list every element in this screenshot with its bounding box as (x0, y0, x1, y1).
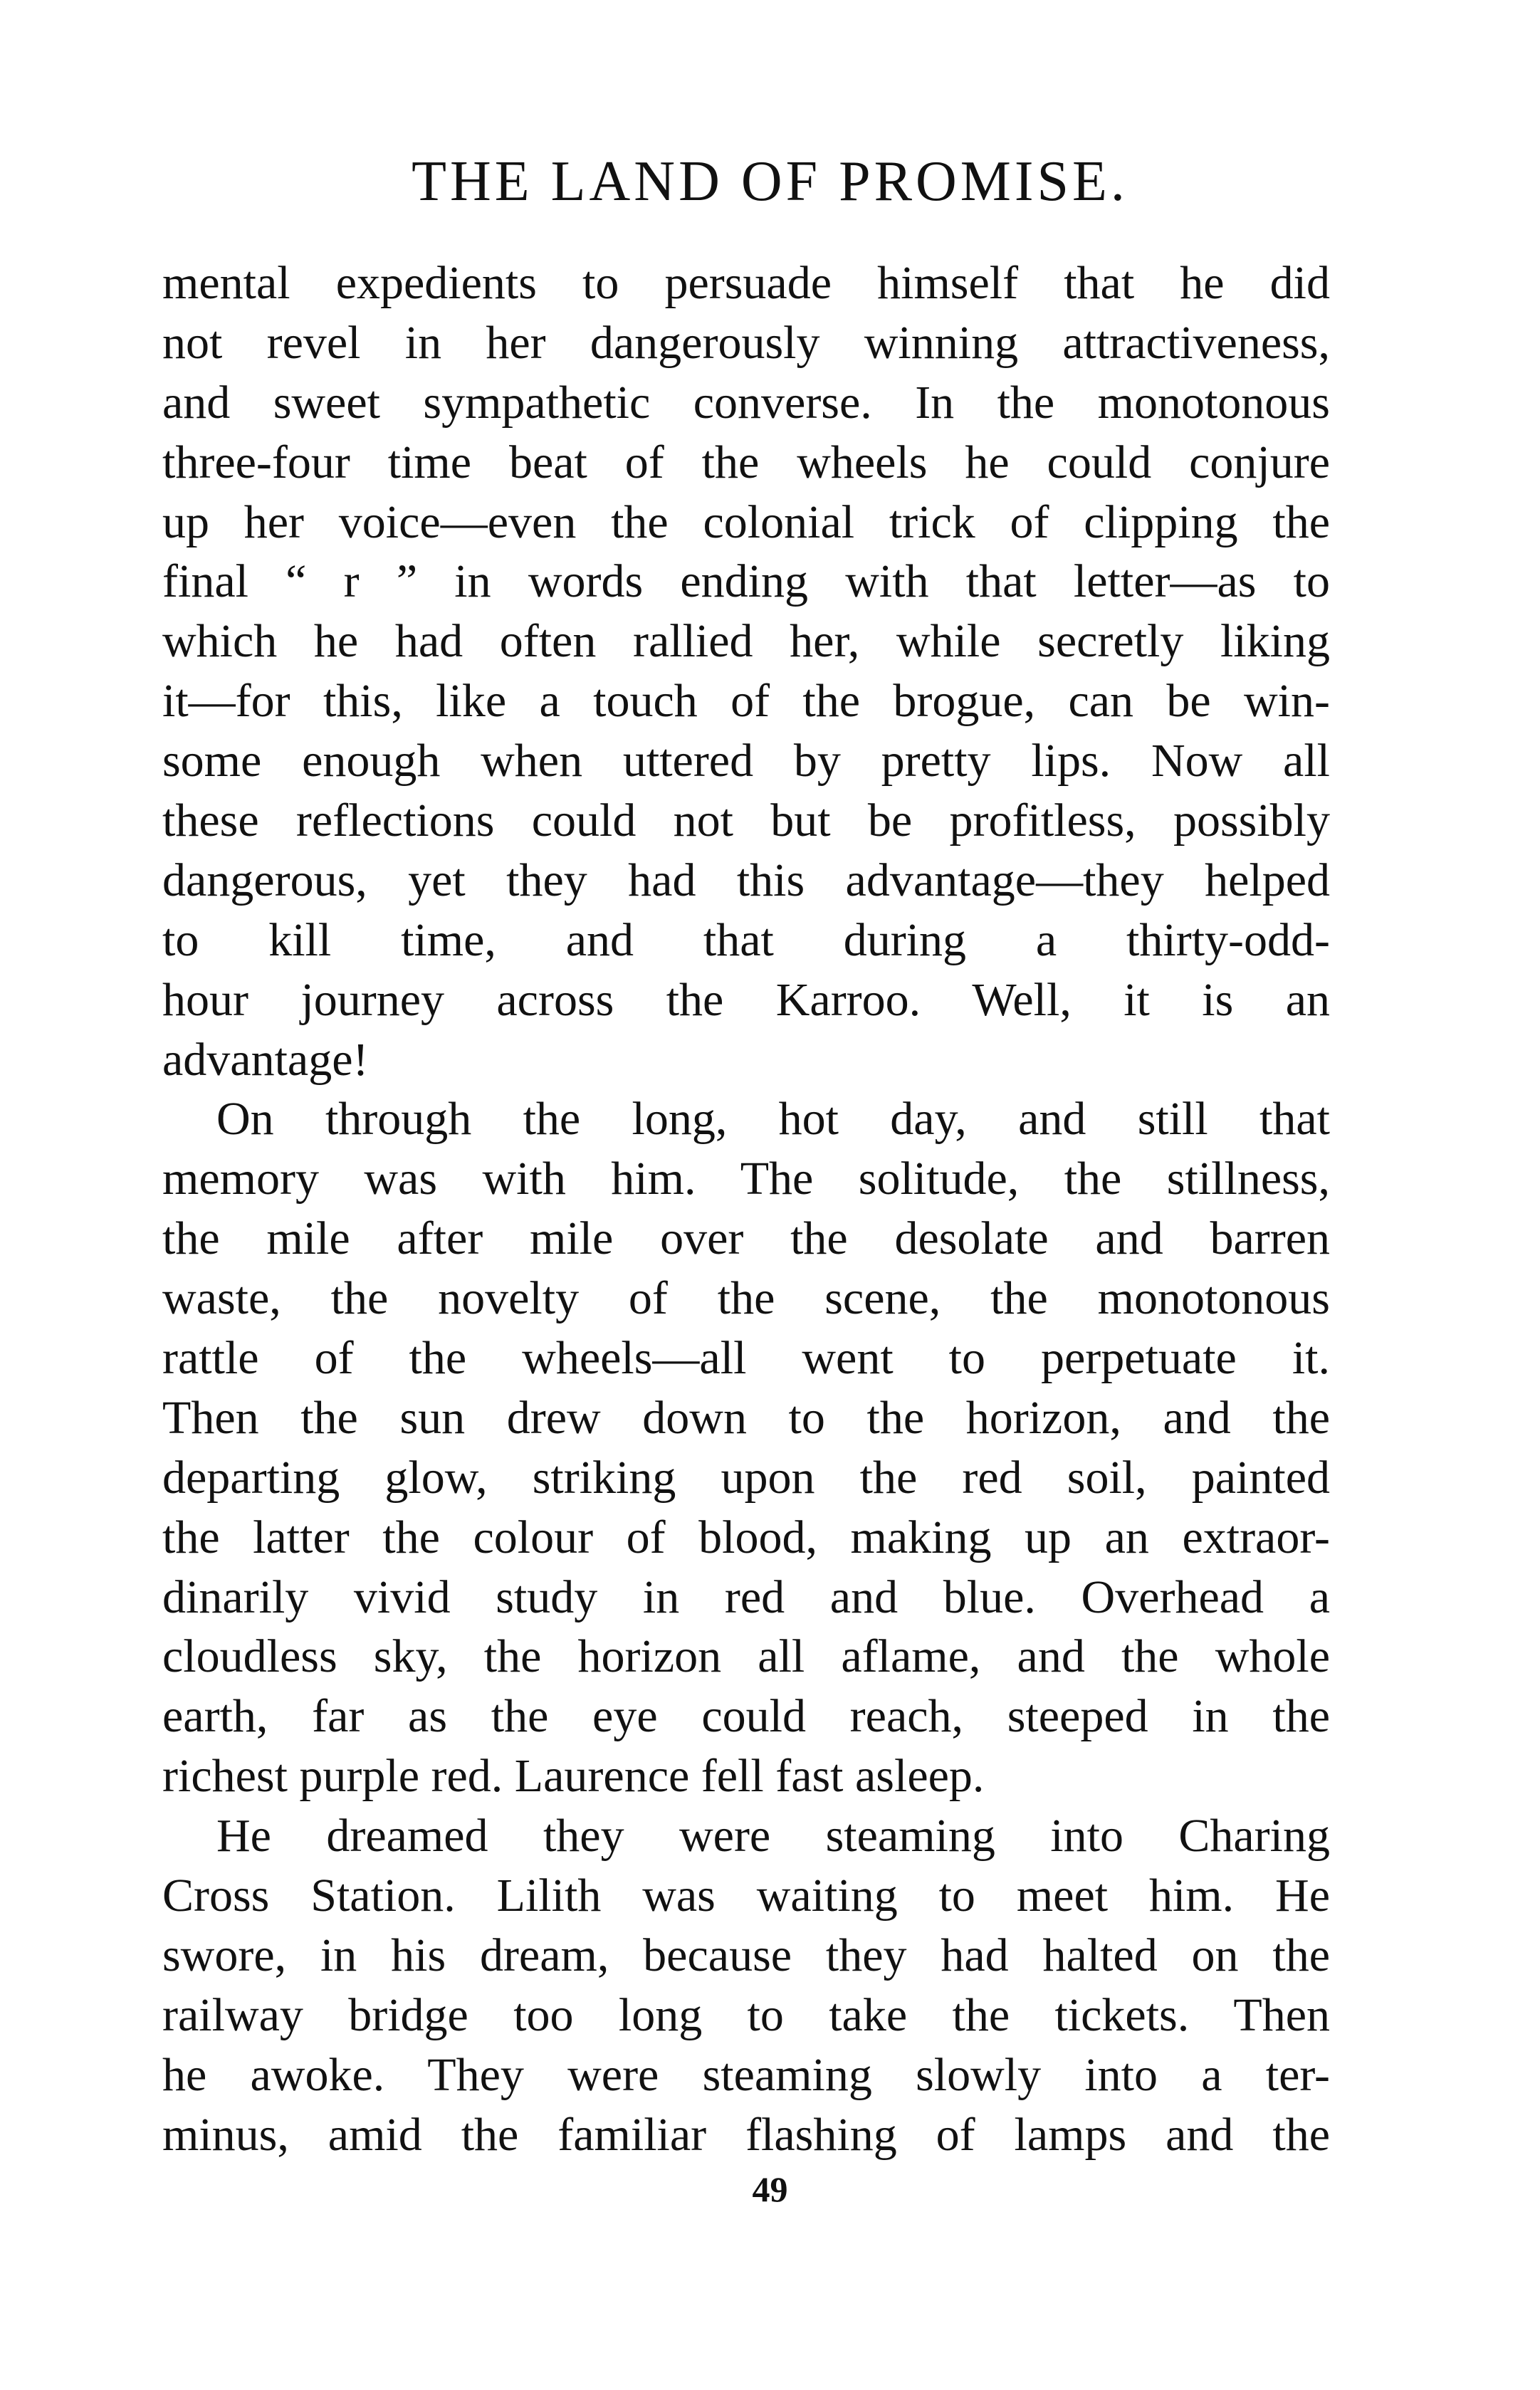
text-line: swore, in his dream, because they had halted on the (162, 1929, 1330, 1981)
text-line: final “ r ” in words ending with that letter—as to (162, 555, 1330, 608)
body-text (162, 253, 1330, 2165)
text-line: railway bridge too long to take the tickets. Then (162, 1988, 1330, 2041)
text-line: minus, amid the familiar flashing of lamps and the (162, 2108, 1330, 2161)
text-line: it—for this, like a touch of the brogue, can be win- (162, 675, 1330, 728)
text-line: rattle of the wheels—all went to perpetuate it. (162, 1332, 1330, 1385)
text-line: advantage! (162, 1033, 369, 1086)
text-line: some enough when uttered by pretty lips. Now all (162, 735, 1330, 787)
text-line: three-four time beat of the wheels he could conjure (162, 436, 1330, 488)
text-line: he awoke. They were steaming slowly into a ter- (162, 2048, 1330, 2101)
text-line: which he had often rallied her, while secretly liking (162, 615, 1330, 668)
text-line: richest purple red. Laurence fell fast asleep. (162, 1750, 985, 1803)
text-line: memory was with him. The solitude, the stillness, (162, 1153, 1330, 1205)
text-line: He dreamed they were steaming into Charing (216, 1810, 1330, 1862)
text-line: hour journey across the Karroo. Well, it is an (162, 973, 1330, 1026)
text-line: to kill time, and that during a thirty-odd- (162, 913, 1330, 966)
text-line: Cross Station. Lilith was waiting to meet him. He (162, 1870, 1330, 1922)
text-line: earth, far as the eye could reach, steeped in the (162, 1690, 1330, 1743)
text-line: cloudless sky, the horizon all aflame, and the whole (162, 1630, 1330, 1683)
text-line: the latter the colour of blood, making up an extraor- (162, 1511, 1330, 1563)
text-line: these reflections could not but be profitless, possibly (162, 795, 1330, 847)
text-line: and sweet sympathetic converse. In the monotonous (162, 376, 1330, 429)
text-line: mental expedients to persuade himself that he did (162, 257, 1330, 309)
text-line: up her voice—even the colonial trick of clipping the (162, 496, 1330, 548)
text-line: On through the long, hot day, and still that (216, 1093, 1330, 1146)
text-line: departing glow, striking upon the red soil, painted (162, 1451, 1330, 1504)
text-line: the mile after mile over the desolate and barren (162, 1212, 1330, 1265)
text-line: dinarily vivid study in red and blue. Overhead a (162, 1571, 1330, 1623)
text-line: dangerous, yet they had this advantage—they helped (162, 854, 1330, 906)
text-line: not revel in her dangerously winning attractiveness, (162, 316, 1330, 369)
text-line: Then the sun drew down to the horizon, and the (162, 1391, 1330, 1444)
text-line: waste, the novelty of the scene, the monotonous (162, 1272, 1330, 1325)
page-number: 49 (752, 2169, 788, 2209)
running-title: THE LAND OF PROMISE. (412, 150, 1128, 213)
